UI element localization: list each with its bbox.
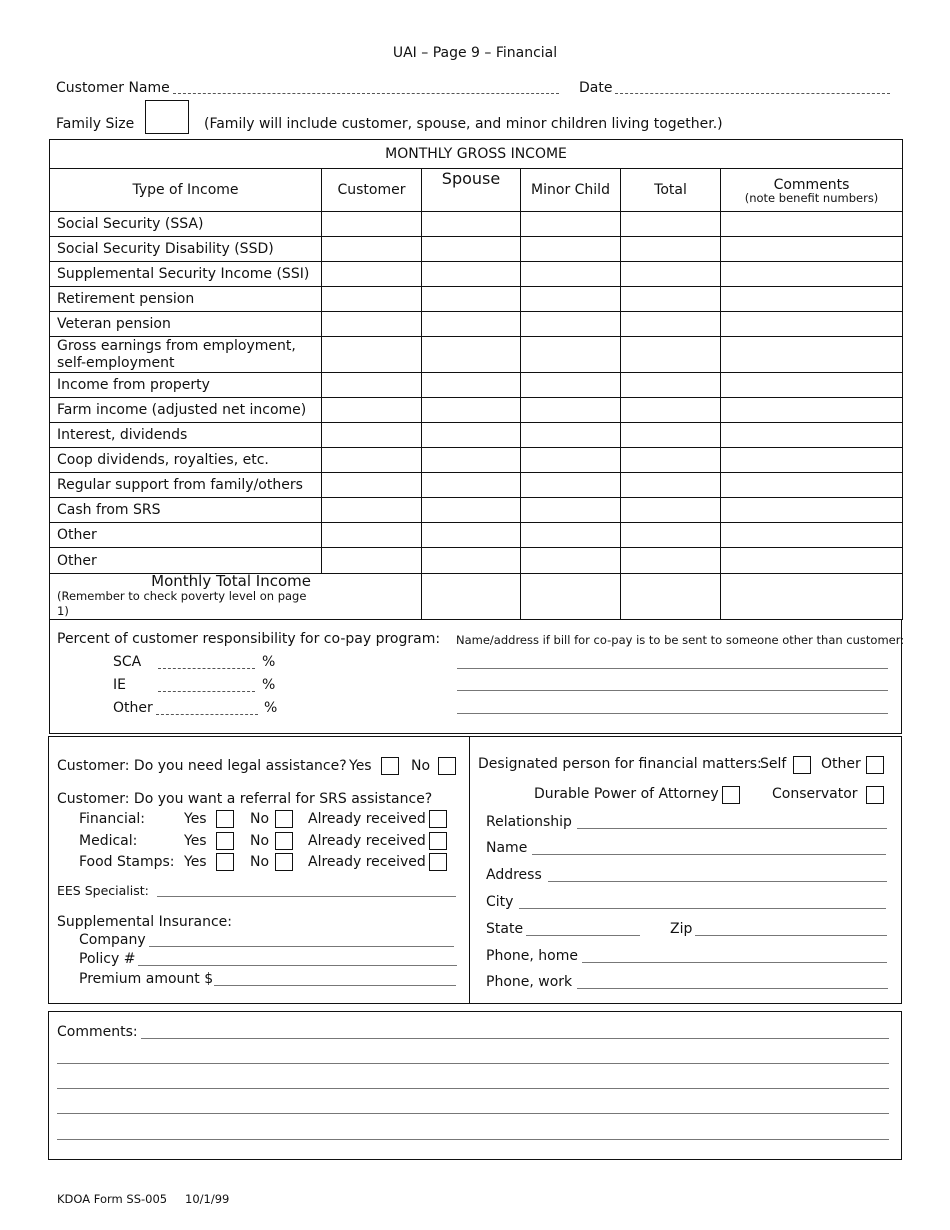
cell[interactable]	[621, 548, 721, 574]
cell[interactable]	[521, 473, 621, 498]
cell[interactable]	[621, 237, 721, 262]
self-label: Self	[760, 756, 787, 772]
cell[interactable]	[721, 423, 903, 448]
row-label: Income from property	[50, 373, 322, 398]
family-size-label: Family Size	[56, 116, 135, 132]
cell[interactable]	[422, 473, 521, 498]
cell[interactable]	[721, 262, 903, 287]
other-person-checkbox[interactable]	[866, 756, 884, 774]
financial-no-label: No	[250, 811, 270, 827]
policy-label: Policy #	[79, 951, 136, 967]
cell[interactable]	[521, 523, 621, 548]
financial-already-label: Already received	[308, 811, 426, 827]
cell[interactable]	[521, 423, 621, 448]
phone-home-field[interactable]	[582, 962, 887, 963]
relationship-field[interactable]	[577, 828, 887, 829]
cell[interactable]	[721, 373, 903, 398]
row-label: Gross earnings from employment, self-employment	[50, 337, 322, 373]
table-row	[50, 523, 903, 548]
total-row	[50, 574, 903, 620]
table-row	[50, 448, 903, 473]
cell[interactable]	[721, 212, 903, 237]
legal-yes-checkbox[interactable]	[381, 757, 399, 775]
medical-no-label: No	[250, 833, 270, 849]
food-stamps-no-checkbox[interactable]	[275, 853, 293, 871]
self-checkbox[interactable]	[793, 756, 811, 774]
cell[interactable]	[322, 498, 422, 523]
row-label: Farm income (adjusted net income)	[50, 398, 322, 423]
form-date: 10/1/99	[185, 1192, 230, 1206]
comments-line-3[interactable]	[57, 1088, 889, 1089]
total-label: Monthly Total Income	[151, 572, 311, 590]
cell[interactable]	[521, 212, 621, 237]
financial-yes-label: Yes	[184, 811, 207, 827]
page-title: UAI – Page 9 – Financial	[392, 45, 558, 61]
cell[interactable]	[322, 523, 422, 548]
ie-percent: %	[262, 677, 276, 693]
cell[interactable]	[721, 523, 903, 548]
city-field[interactable]	[519, 908, 886, 909]
conservator-checkbox[interactable]	[866, 786, 884, 804]
sca-field[interactable]	[158, 668, 255, 669]
cell[interactable]	[422, 287, 521, 312]
cell[interactable]	[621, 373, 721, 398]
comments-line-2[interactable]	[57, 1063, 889, 1064]
total-note: (Remember to check poverty level on page 1)	[57, 589, 307, 618]
date-label: Date	[579, 80, 613, 96]
cell[interactable]	[422, 237, 521, 262]
row-label: Coop dividends, royalties, etc.	[50, 448, 322, 473]
cell[interactable]	[521, 312, 621, 337]
relationship-label: Relationship	[486, 814, 572, 830]
cell[interactable]	[422, 574, 521, 620]
zip-label: Zip	[670, 921, 693, 937]
family-size-note: (Family will include customer, spouse, and minor children living together.)	[204, 116, 723, 132]
cell[interactable]	[422, 523, 521, 548]
dpoa-label: Durable Power of Attorney	[534, 786, 719, 802]
income-table	[49, 139, 903, 620]
cell[interactable]	[422, 312, 521, 337]
cell[interactable]	[322, 337, 422, 373]
cell[interactable]	[621, 337, 721, 373]
cell[interactable]	[322, 448, 422, 473]
name-address-label: Name/address if bill for co-pay is to be sent to someone other than customer:	[456, 633, 905, 647]
row-label: Interest, dividends	[50, 423, 322, 448]
comments-label: Comments:	[57, 1024, 138, 1040]
cell[interactable]	[521, 373, 621, 398]
cell[interactable]	[322, 262, 422, 287]
ees-specialist-field[interactable]	[157, 896, 456, 897]
legal-yes-label: Yes	[349, 758, 372, 774]
medical-already-label: Already received	[308, 833, 426, 849]
cell[interactable]	[322, 287, 422, 312]
table-row	[50, 498, 903, 523]
row-label: Supplemental Security Income (SSI)	[50, 262, 322, 287]
table-row	[50, 262, 903, 287]
table-row	[50, 473, 903, 498]
cell[interactable]	[621, 312, 721, 337]
income-table-title: MONTHLY GROSS INCOME	[50, 140, 903, 169]
cell[interactable]	[521, 574, 621, 620]
legal-no-checkbox[interactable]	[438, 757, 456, 775]
table-row	[50, 312, 903, 337]
cell[interactable]	[521, 398, 621, 423]
food-stamps-label: Food Stamps:	[79, 854, 175, 870]
cell[interactable]	[422, 398, 521, 423]
ie-field[interactable]	[158, 691, 255, 692]
food-stamps-already-checkbox[interactable]	[429, 853, 447, 871]
cell[interactable]	[621, 523, 721, 548]
row-label: Retirement pension	[50, 287, 322, 312]
cell[interactable]	[721, 473, 903, 498]
cell[interactable]	[621, 398, 721, 423]
row-label: Social Security Disability (SSD)	[50, 237, 322, 262]
financial-yes-checkbox[interactable]	[216, 810, 234, 828]
table-row	[50, 423, 903, 448]
table-row	[50, 337, 903, 373]
table-row	[50, 287, 903, 312]
medical-yes-label: Yes	[184, 833, 207, 849]
cell[interactable]	[621, 574, 721, 620]
copay-label: Percent of customer responsibility for co-pay program:	[57, 631, 441, 647]
premium-field[interactable]	[214, 985, 456, 986]
ie-label: IE	[113, 677, 126, 693]
company-field[interactable]	[149, 946, 454, 947]
cell[interactable]	[322, 548, 422, 574]
col-minor-child: Minor Child	[521, 169, 621, 212]
cell[interactable]	[422, 373, 521, 398]
col-spouse: Spouse	[422, 169, 521, 212]
cell[interactable]	[721, 574, 903, 620]
date-field[interactable]	[615, 93, 890, 94]
food-stamps-yes-label: Yes	[184, 854, 207, 870]
cell[interactable]	[521, 337, 621, 373]
food-stamps-already-label: Already received	[308, 854, 426, 870]
cell[interactable]	[721, 548, 903, 574]
cell[interactable]	[721, 337, 903, 373]
cell[interactable]	[621, 212, 721, 237]
comments-line-5[interactable]	[57, 1139, 889, 1140]
other-person-label: Other	[821, 756, 861, 772]
policy-field[interactable]	[138, 965, 457, 966]
assistance-panel	[48, 736, 902, 1004]
cell[interactable]	[621, 448, 721, 473]
sca-percent: %	[262, 654, 276, 670]
cell[interactable]	[721, 398, 903, 423]
customer-name-field[interactable]	[173, 93, 559, 94]
premium-label: Premium amount $	[79, 971, 214, 987]
cell[interactable]	[322, 212, 422, 237]
cell[interactable]	[322, 373, 422, 398]
row-label: Regular support from family/others	[50, 473, 322, 498]
table-row	[50, 548, 903, 574]
cell[interactable]	[521, 498, 621, 523]
table-row	[50, 212, 903, 237]
address-field[interactable]	[548, 881, 887, 882]
cell[interactable]	[721, 498, 903, 523]
other-field[interactable]	[156, 714, 258, 715]
cell[interactable]	[422, 548, 521, 574]
comments-line-4[interactable]	[57, 1113, 889, 1114]
food-stamps-no-label: No	[250, 854, 270, 870]
cell[interactable]	[422, 498, 521, 523]
col-comments-label: Comments	[773, 177, 850, 193]
form-id: KDOA Form SS-005	[57, 1192, 168, 1206]
col-comments-note: (note benefit numbers)	[744, 191, 879, 205]
name-label: Name	[486, 840, 528, 856]
supplemental-insurance-label: Supplemental Insurance:	[57, 914, 232, 930]
financial-label: Financial:	[79, 811, 146, 827]
cell[interactable]	[322, 237, 422, 262]
cell[interactable]	[521, 237, 621, 262]
cell[interactable]	[521, 262, 621, 287]
cell[interactable]	[521, 448, 621, 473]
financial-already-checkbox[interactable]	[429, 810, 447, 828]
zip-field[interactable]	[695, 935, 887, 936]
company-label: Company	[79, 932, 146, 948]
cell[interactable]	[621, 473, 721, 498]
row-label: Other	[50, 523, 322, 548]
row-label: Veteran pension	[50, 312, 322, 337]
col-type-of-income: Type of Income	[50, 169, 322, 212]
table-row	[50, 398, 903, 423]
cell[interactable]	[322, 312, 422, 337]
table-row	[50, 373, 903, 398]
phone-work-field[interactable]	[577, 988, 888, 989]
ees-specialist-label: EES Specialist:	[57, 883, 149, 898]
cell[interactable]	[721, 312, 903, 337]
food-stamps-yes-checkbox[interactable]	[216, 853, 234, 871]
medical-yes-checkbox[interactable]	[216, 832, 234, 850]
panel-divider	[469, 736, 470, 1004]
designated-label: Designated person for financial matters:	[478, 756, 762, 772]
total-label-cell	[50, 574, 422, 620]
cell[interactable]	[422, 448, 521, 473]
comments-panel	[48, 1011, 902, 1160]
col-comments	[721, 169, 903, 212]
cell[interactable]	[621, 262, 721, 287]
legal-no-label: No	[411, 758, 431, 774]
customer-name-label: Customer Name	[56, 80, 170, 96]
medical-already-checkbox[interactable]	[429, 832, 447, 850]
cell[interactable]	[521, 548, 621, 574]
col-total: Total	[621, 169, 721, 212]
cell[interactable]	[322, 398, 422, 423]
cell[interactable]	[621, 423, 721, 448]
conservator-label: Conservator	[772, 786, 858, 802]
other-percent: %	[264, 700, 278, 716]
col-customer: Customer	[322, 169, 422, 212]
state-label: State	[486, 921, 524, 937]
cell[interactable]	[621, 287, 721, 312]
name-address-line-3[interactable]	[457, 713, 888, 714]
cell[interactable]	[322, 423, 422, 448]
name-address-line-1[interactable]	[457, 668, 888, 669]
dpoa-checkbox[interactable]	[722, 786, 740, 804]
comments-line-1[interactable]	[141, 1038, 889, 1039]
cell[interactable]	[422, 212, 521, 237]
city-label: City	[486, 894, 514, 910]
cell[interactable]	[422, 337, 521, 373]
sca-label: SCA	[113, 654, 142, 670]
phone-work-label: Phone, work	[486, 974, 573, 990]
cell[interactable]	[521, 287, 621, 312]
referral-question: Customer: Do you want a referral for SRS assistance?	[57, 791, 433, 807]
medical-label: Medical:	[79, 833, 138, 849]
financial-no-checkbox[interactable]	[275, 810, 293, 828]
other-label: Other	[113, 700, 153, 716]
cell[interactable]	[721, 237, 903, 262]
phone-home-label: Phone, home	[486, 948, 578, 964]
row-label: Other	[50, 548, 322, 574]
address-label: Address	[486, 867, 542, 883]
cell[interactable]	[422, 262, 521, 287]
row-label: Cash from SRS	[50, 498, 322, 523]
state-field[interactable]	[526, 935, 640, 936]
name-field[interactable]	[532, 854, 886, 855]
cell[interactable]	[422, 423, 521, 448]
cell[interactable]	[621, 498, 721, 523]
name-address-line-2[interactable]	[457, 690, 888, 691]
table-row	[50, 237, 903, 262]
cell[interactable]	[721, 448, 903, 473]
family-size-box[interactable]	[145, 100, 189, 134]
row-label: Social Security (SSA)	[50, 212, 322, 237]
cell[interactable]	[322, 473, 422, 498]
medical-no-checkbox[interactable]	[275, 832, 293, 850]
cell[interactable]	[721, 287, 903, 312]
legal-question: Customer: Do you need legal assistance?	[57, 758, 347, 774]
